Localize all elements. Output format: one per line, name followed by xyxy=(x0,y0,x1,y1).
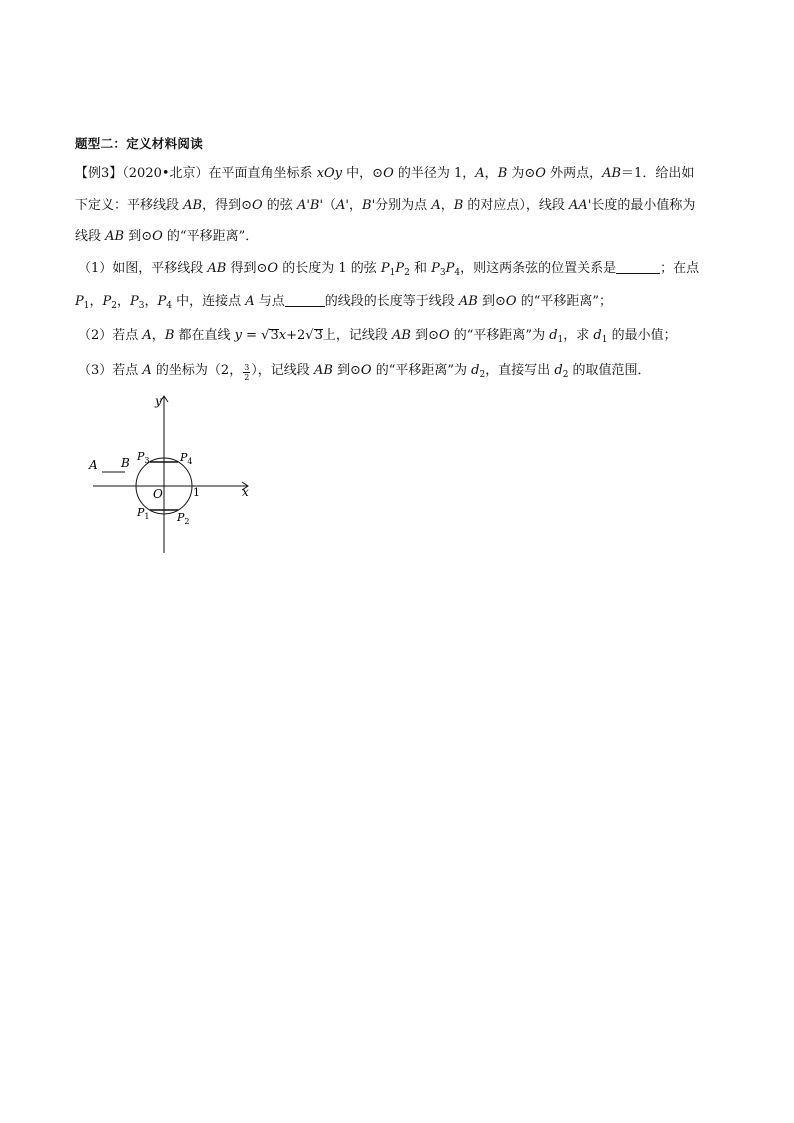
label-one: 1 xyxy=(193,486,200,499)
example-label: 【例3】 xyxy=(75,166,123,181)
question-3: （3）若点 A 的坐标为（2， $\frac{3}{2}$ ），记线段 AB 到⊙O 的“平移距离”为 $d_2$，直接写出 $d_2$ 的取值范围． xyxy=(78,363,651,382)
answer-blank-relation[interactable] xyxy=(616,261,660,274)
example-line-3: 线段 AB 到⊙O 的“平移距离”． xyxy=(75,229,259,244)
example-line-1: 【例3】（2020•北京）在平面直角坐标系 xOy 中，⊙O 的半径为 1，A，B 为⊙O 外两点，AB＝1．给出如 xyxy=(75,166,695,181)
fraction-three-halves: $\frac{3}{2}$ xyxy=(244,363,250,382)
label-origin: O xyxy=(153,487,163,501)
label-p3: $P_3$ xyxy=(137,450,150,465)
question-2: （2）若点 A，B 都在直线 y = √3x+2√3上，记线段 AB 到⊙O 的“平移距离”为 $d_1$，求 $d_1$ 的最小值； xyxy=(78,328,677,345)
label-a: A xyxy=(89,458,98,472)
label-p1: $P_1$ xyxy=(137,506,150,521)
figure-svg xyxy=(85,390,260,560)
label-x: x xyxy=(242,485,249,499)
label-b: B xyxy=(121,456,130,470)
label-p4: $P_4$ xyxy=(180,451,193,466)
example-line-2: 下定义：平移线段 AB，得到⊙O 的弦 A'B'（A'，B'分别为点 A，B 的对应点），线段 AA'长度的最小值称为 xyxy=(75,198,696,213)
example-source: （2020•北京） xyxy=(122,166,209,181)
question-1-line-1: （1）如图，平移线段 AB 得到⊙O 的长度为 1 的弦 $P_1P_2$ 和 $P_3P_4$，则这两条弦的位置关系是 ；在点 xyxy=(78,261,700,278)
coordinate-figure xyxy=(85,390,260,560)
answer-blank-point[interactable] xyxy=(285,294,325,307)
question-1-line-2: $P_1$，$P_2$，$P_3$，$P_4$ 中，连接点 A 与点 的线段的长度等于线段 AB 到⊙O 的“平移距离”； xyxy=(75,294,613,311)
section-title: 题型二：定义材料阅读 xyxy=(75,136,204,151)
label-p2: $P_2$ xyxy=(177,511,190,526)
label-y: y xyxy=(155,394,162,408)
